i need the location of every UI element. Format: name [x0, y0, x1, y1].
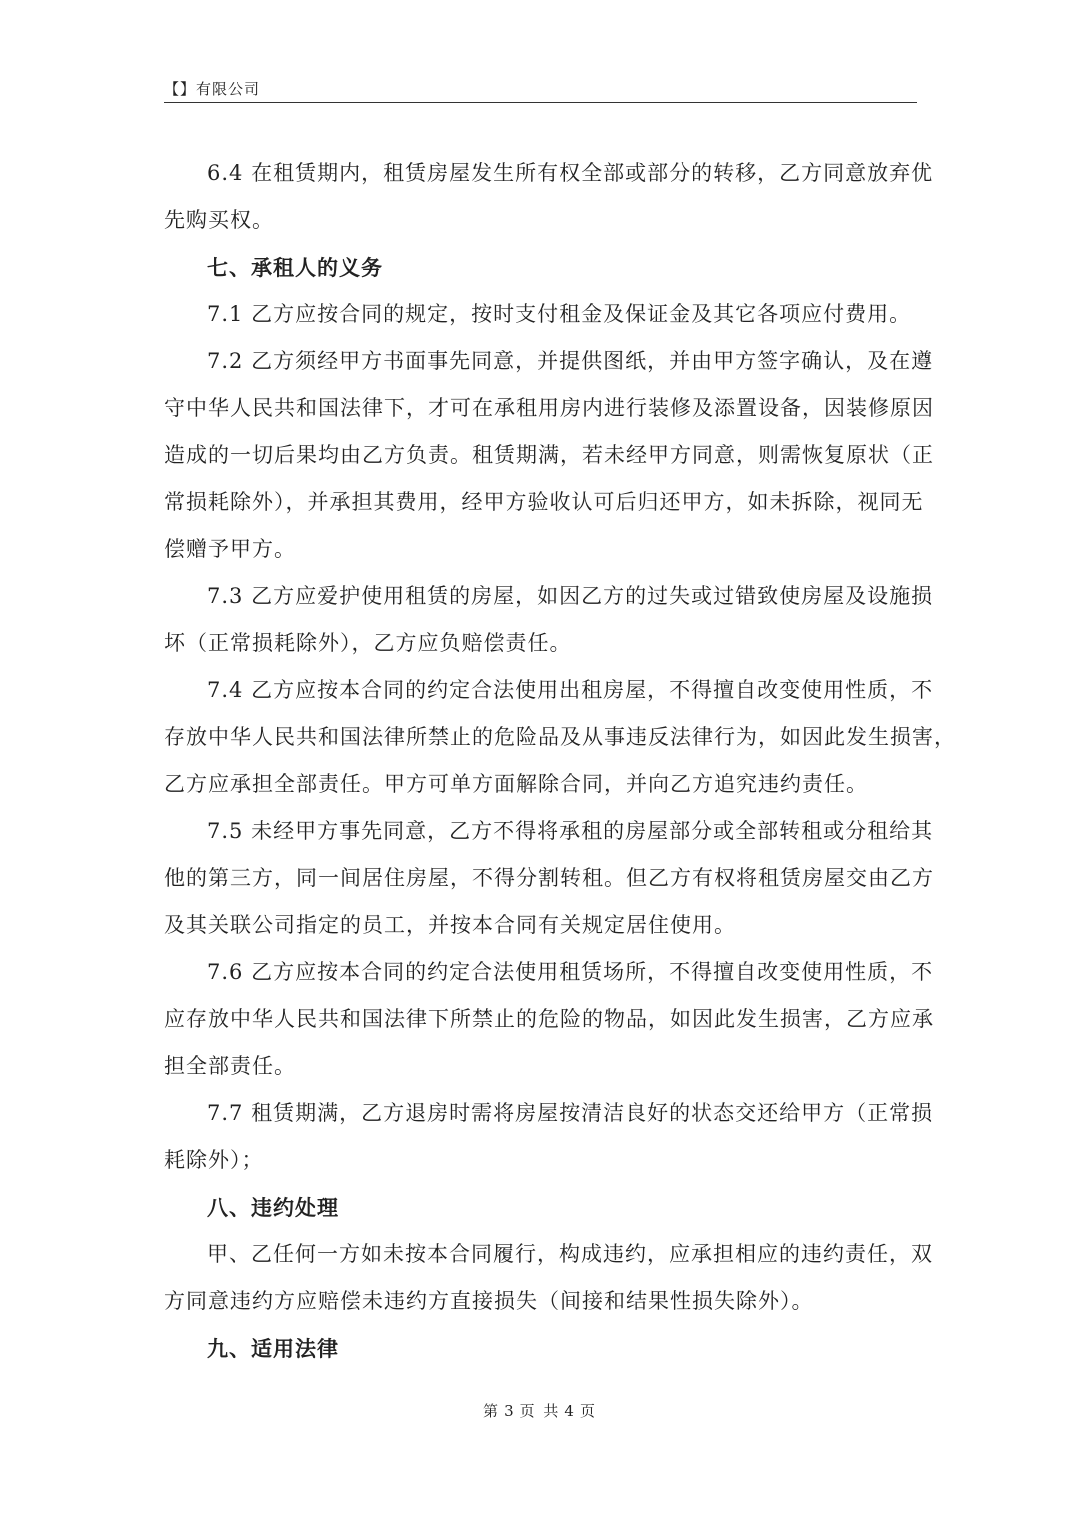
footer-total-pages: 4 — [564, 1402, 576, 1420]
section-heading: 七、承租人的义务 — [207, 255, 383, 280]
footer-middle: 页 共 — [519, 1402, 561, 1420]
text-line: 及其关联公司指定的员工，并按本合同有关规定居住使用。 — [164, 913, 736, 937]
text-line: 守中华人民共和国法律下，才可在承租用房内进行装修及添置设备，因装修原因 — [164, 396, 934, 420]
page-header — [164, 76, 917, 103]
footer-current-page: 3 — [504, 1402, 516, 1420]
text-line: 造成的一切后果均由乙方负责。租赁期满，若未经甲方同意，则需恢复原状（正 — [164, 443, 934, 467]
text-line: 6.4 在租赁期内，租赁房屋发生所有权全部或部分的转移，乙方同意放弃优 — [207, 161, 934, 185]
footer-suffix: 页 — [579, 1402, 597, 1420]
text-line: 他的第三方，同一间居住房屋，不得分割转租。但乙方有权将租赁房屋交由乙方 — [164, 866, 934, 890]
text-line: 担全部责任。 — [164, 1054, 296, 1078]
text-line: 7.4 乙方应按本合同的约定合法使用出租房屋，不得擅自改变使用性质，不 — [207, 678, 934, 702]
text-line: 应存放中华人民共和国法律下所禁止的危险的物品，如因此发生损害，乙方应承 — [164, 1007, 934, 1031]
section-heading: 八、违约处理 — [207, 1195, 339, 1220]
text-line: 7.2 乙方须经甲方书面事先同意，并提供图纸，并由甲方签字确认，及在遵 — [207, 349, 934, 373]
company-name: 【】有限公司 — [164, 80, 261, 98]
text-line: 7.1 乙方应按合同的规定，按时支付租金及保证金及其它各项应付费用。 — [207, 302, 912, 326]
text-line: 偿赠予甲方。 — [164, 537, 296, 561]
text-line: 方同意违约方应赔偿未违约方直接损失（间接和结果性损失除外）。 — [164, 1289, 814, 1313]
text-line: 耗除外）； — [164, 1148, 264, 1172]
section-heading: 九、适用法律 — [207, 1336, 339, 1361]
text-line: 7.6 乙方应按本合同的约定合法使用租赁场所，不得擅自改变使用性质，不 — [207, 960, 934, 984]
text-line: 乙方应承担全部责任。甲方可单方面解除合同，并向乙方追究违约责任。 — [164, 772, 868, 796]
document-body — [164, 150, 956, 1372]
footer-prefix: 第 — [483, 1402, 501, 1420]
text-line: 坏（正常损耗除外），乙方应负赔偿责任。 — [164, 631, 572, 655]
page-footer — [0, 1400, 1080, 1421]
text-line: 7.3 乙方应爱护使用租赁的房屋，如因乙方的过失或过错致使房屋及设施损 — [207, 584, 934, 608]
text-line: 甲、乙任何一方如未按本合同履行，构成违约，应承担相应的违约责任，双 — [207, 1242, 933, 1266]
text-line: 先购买权。 — [164, 208, 274, 232]
text-line: 常损耗除外），并承担其费用，经甲方验收认可后归还甲方，如未拆除，视同无 — [164, 490, 924, 514]
text-line: 存放中华人民共和国法律所禁止的危险品及从事违反法律行为，如因此发生损害， — [164, 725, 956, 749]
text-line: 7.5 未经甲方事先同意，乙方不得将承租的房屋部分或全部转租或分租给其 — [207, 819, 934, 843]
text-line: 7.7 租赁期满，乙方退房时需将房屋按清洁良好的状态交还给甲方（正常损 — [207, 1101, 934, 1125]
